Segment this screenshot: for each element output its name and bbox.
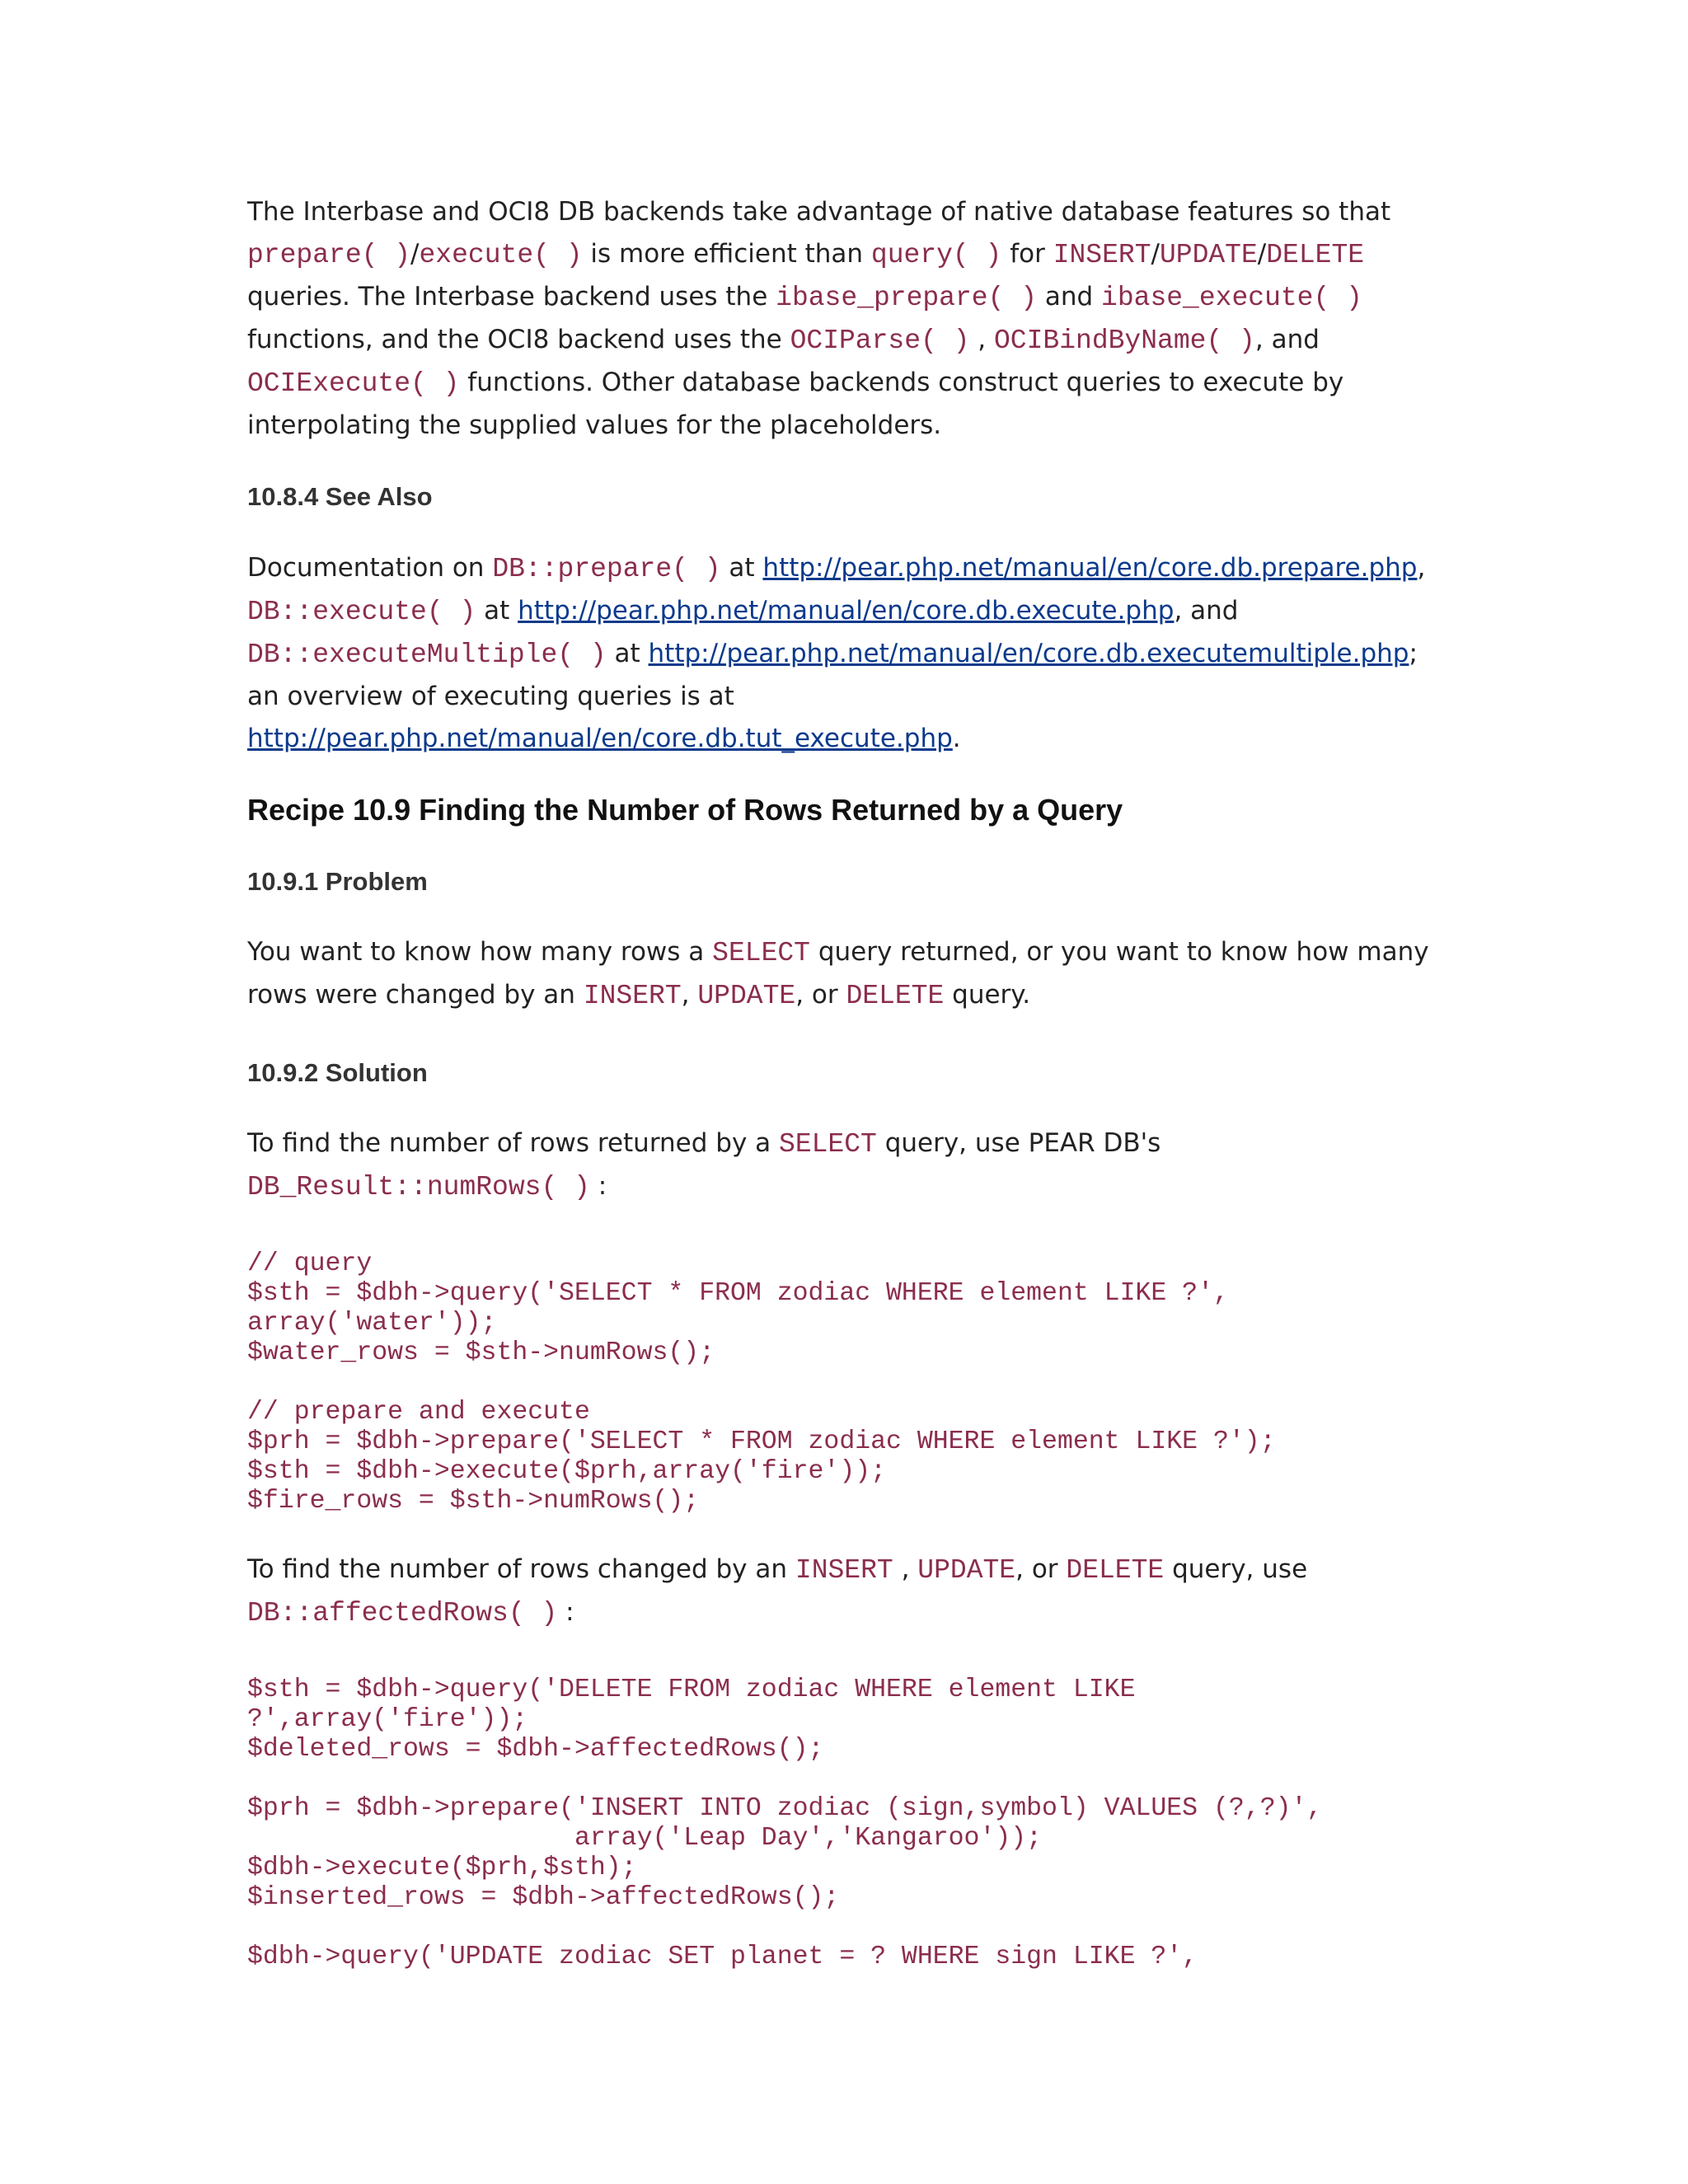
code-ociparse: OCIParse( ) bbox=[790, 326, 970, 356]
text: interpolating the supplied values for the placeholders. bbox=[247, 410, 942, 440]
link-core-db-tut-execute[interactable]: http://pear.php.net/manual/en/core.db.tut_execute.php bbox=[247, 724, 953, 753]
text: , bbox=[969, 325, 994, 354]
text: and bbox=[1037, 282, 1102, 312]
text-line bbox=[247, 1549, 1434, 1591]
link-core-db-prepare[interactable]: http://pear.php.net/manual/en/core.db.prepare.php bbox=[762, 553, 1418, 583]
text: / bbox=[1151, 239, 1160, 269]
text-line bbox=[247, 547, 1434, 590]
text: To find the number of rows returned by a bbox=[247, 1128, 780, 1158]
text-line bbox=[247, 1165, 1434, 1208]
code-select: SELECT bbox=[712, 938, 810, 968]
solution-paragraph-2 bbox=[247, 1549, 1434, 1634]
text: Documentation on bbox=[247, 553, 493, 583]
text: , bbox=[893, 1554, 918, 1584]
text-line bbox=[247, 319, 1434, 362]
text-line bbox=[247, 676, 1434, 718]
text-line bbox=[247, 974, 1434, 1017]
text-line bbox=[247, 276, 1434, 319]
text: query. bbox=[944, 980, 1031, 1010]
text: , and bbox=[1174, 596, 1239, 626]
section-heading-solution: 10.9.2 Solution bbox=[247, 1058, 428, 1087]
code-query: query( ) bbox=[870, 240, 1002, 270]
text: , bbox=[1417, 553, 1426, 583]
solution-paragraph-1 bbox=[247, 1122, 1434, 1208]
text: , or bbox=[795, 980, 846, 1010]
code-update: UPDATE bbox=[697, 981, 796, 1011]
recipe-title: Recipe 10.9 Finding the Number of Rows Returned by a Query bbox=[247, 793, 1123, 827]
link-core-db-executemultiple[interactable]: http://pear.php.net/manual/en/core.db.executemultiple.php bbox=[648, 639, 1409, 668]
text: at bbox=[476, 596, 518, 626]
text: / bbox=[1257, 239, 1267, 269]
text-line bbox=[247, 633, 1434, 676]
text: / bbox=[410, 239, 420, 269]
text-line bbox=[247, 718, 1434, 760]
text: functions. Other database backends construct queries to execute by bbox=[459, 368, 1344, 397]
text-line bbox=[247, 1591, 1434, 1634]
code-delete: DELETE bbox=[1066, 1555, 1165, 1586]
text: query returned, or you want to know how many bbox=[809, 937, 1429, 967]
text: for bbox=[1001, 239, 1053, 269]
intro-paragraph bbox=[247, 191, 1434, 447]
code-insert: INSERT bbox=[583, 981, 682, 1011]
text-line bbox=[247, 405, 1434, 447]
code-ibase-prepare: ibase_prepare( ) bbox=[776, 283, 1037, 313]
code-delete: DELETE bbox=[846, 981, 945, 1011]
text: at bbox=[720, 553, 763, 583]
code-db-affectedrows: DB::affectedRows( ) bbox=[247, 1598, 558, 1629]
text-line bbox=[247, 590, 1434, 633]
code-ibase-execute: ibase_execute( ) bbox=[1101, 283, 1362, 313]
code-insert: INSERT bbox=[795, 1555, 893, 1586]
text: . bbox=[952, 724, 961, 753]
text-line bbox=[247, 931, 1434, 974]
code-delete: DELETE bbox=[1266, 240, 1365, 270]
text: , bbox=[681, 980, 698, 1010]
text: ; bbox=[1409, 639, 1418, 668]
text: To find the number of rows changed by an bbox=[247, 1554, 795, 1584]
link-core-db-execute[interactable]: http://pear.php.net/manual/en/core.db.execute.php bbox=[518, 596, 1175, 626]
text-line bbox=[247, 1122, 1434, 1165]
text: query, use bbox=[1164, 1554, 1308, 1584]
text: an overview of executing queries is at bbox=[247, 682, 734, 711]
text: is more efficient than bbox=[582, 239, 871, 269]
text: : bbox=[589, 1171, 607, 1201]
code-update: UPDATE bbox=[1159, 240, 1258, 270]
text-line bbox=[247, 362, 1434, 405]
text: The Interbase and OCI8 DB backends take advantage of native database features so that bbox=[247, 197, 1391, 227]
text: queries. The Interbase backend uses the bbox=[247, 282, 776, 312]
text-line bbox=[247, 233, 1434, 276]
code-ocibindbyname: OCIBindByName( ) bbox=[994, 326, 1255, 356]
code-execute: execute( ) bbox=[419, 240, 583, 270]
text: functions, and the OCI8 backend uses the bbox=[247, 325, 790, 354]
code-db-execute: DB::execute( ) bbox=[247, 597, 476, 627]
code-block-numrows: // query $sth = $dbh->query('SELECT * FROM zodiac WHERE element LIKE ?', array('water')); $water_rows = $sth->numRows(); // prepare and execute $prh = $dbh->prepare('SELECT * FROM zodiac WHERE element LIKE ?'); $sth = $dbh->execute($prh,array('fire')); $fire_rows = $sth->numRows(); bbox=[247, 1249, 1276, 1516]
text: query, use PEAR DB's bbox=[876, 1128, 1161, 1158]
code-select: SELECT bbox=[779, 1129, 877, 1160]
text-line bbox=[247, 191, 1434, 233]
code-update: UPDATE bbox=[917, 1555, 1016, 1586]
text: You want to know how many rows a bbox=[247, 937, 713, 967]
text: , and bbox=[1254, 325, 1320, 354]
section-heading-problem: 10.9.1 Problem bbox=[247, 867, 428, 896]
text: : bbox=[557, 1597, 574, 1627]
section-heading-see-also: 10.8.4 See Also bbox=[247, 482, 433, 511]
problem-paragraph bbox=[247, 931, 1434, 1017]
code-db-executemultiple: DB::executeMultiple( ) bbox=[247, 640, 607, 670]
code-ociexecute: OCIExecute( ) bbox=[247, 368, 460, 399]
code-prepare: prepare( ) bbox=[247, 240, 411, 270]
text: rows were changed by an bbox=[247, 980, 584, 1010]
code-block-affectedrows: $sth = $dbh->query('DELETE FROM zodiac WHERE element LIKE ?',array('fire')); $deleted_rows = $dbh->affectedRows(); $prh = $dbh->prepare('INSERT INTO zodiac (sign,symbol) VALUES (?,?)', array('Leap Day','Kangaroo')); $dbh->execute($prh,$sth); $inserted_rows = $dbh->affectedRows(); $dbh->query('UPDATE zodiac SET planet = ? WHERE sign LIKE ?', bbox=[247, 1675, 1323, 1971]
code-db-prepare: DB::prepare( ) bbox=[492, 554, 721, 584]
text: at bbox=[606, 639, 649, 668]
code-insert: INSERT bbox=[1053, 240, 1151, 270]
see-also-paragraph bbox=[247, 547, 1434, 760]
code-db-result-numrows: DB_Result::numRows( ) bbox=[247, 1172, 590, 1202]
text: , or bbox=[1015, 1554, 1067, 1584]
